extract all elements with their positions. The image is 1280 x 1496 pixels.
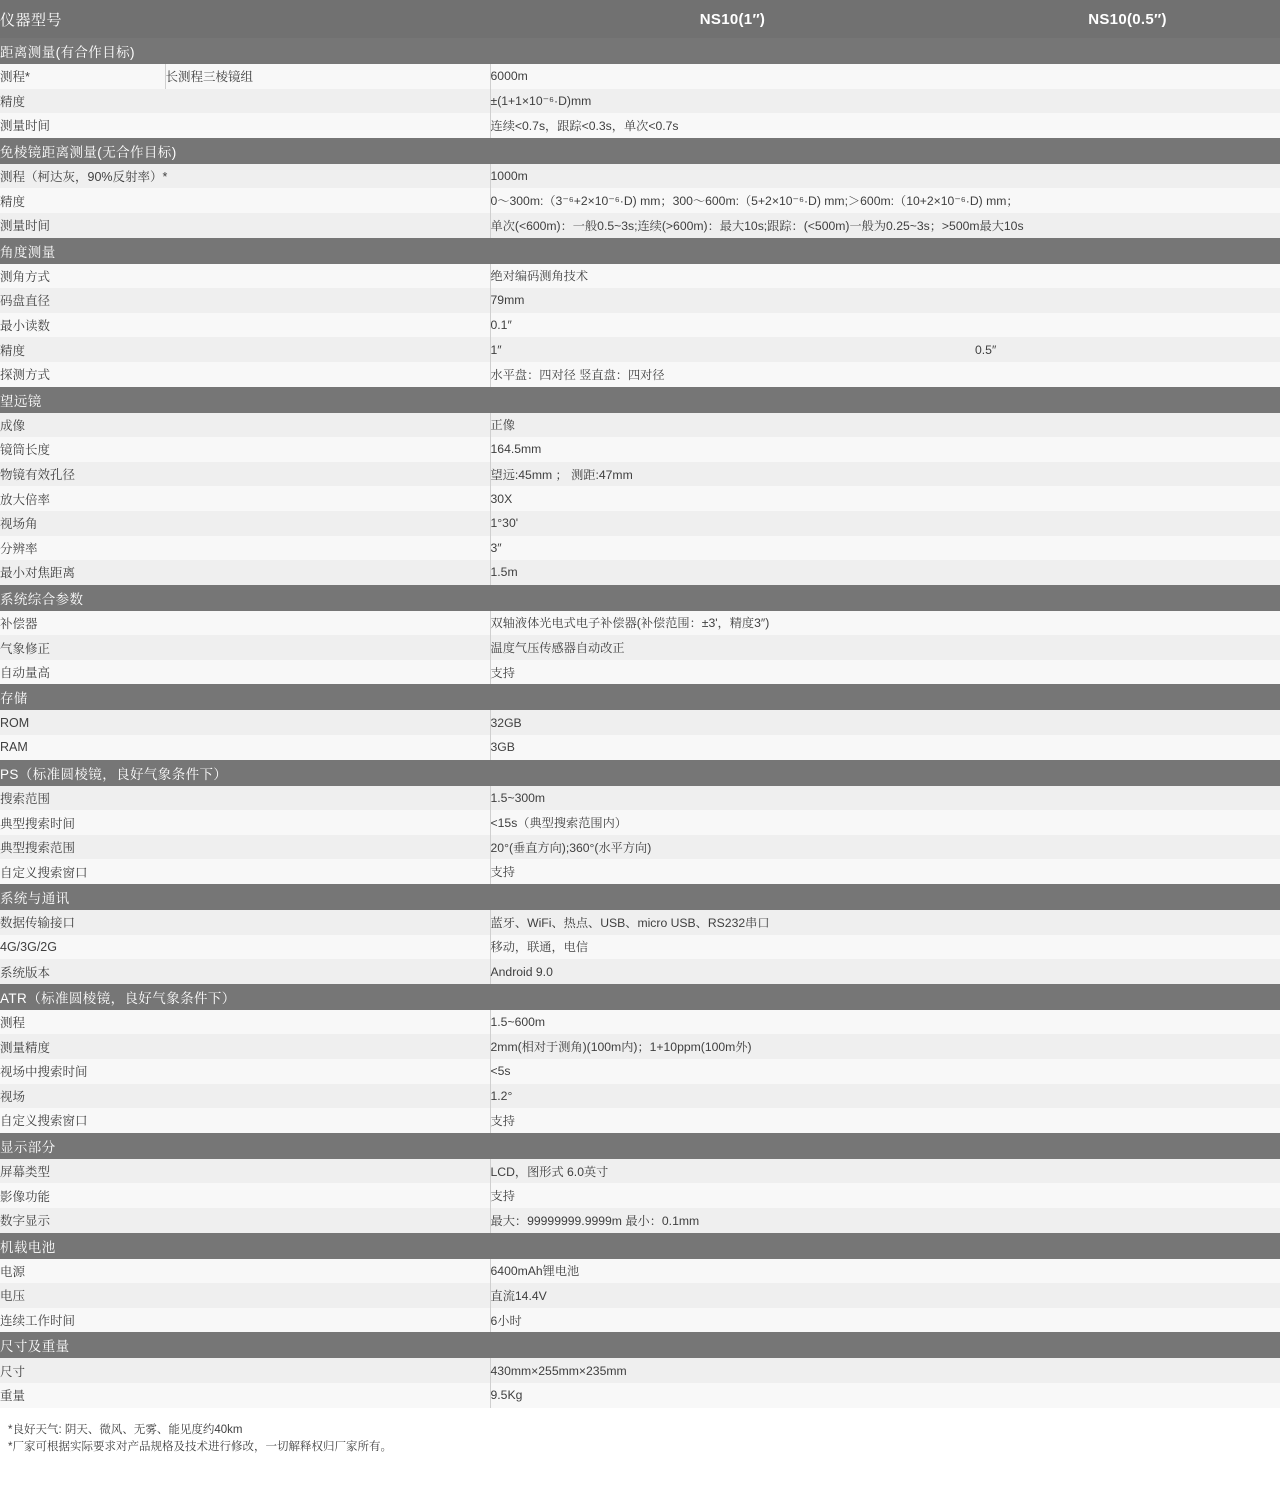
section-title: 尺寸及重量 — [0, 1332, 1280, 1358]
table-row — [0, 536, 1280, 561]
row-label: 分辨率 — [0, 536, 490, 561]
row-value-ns10-1: 蓝牙、WiFi、热点、USB、micro USB、RS232串口 — [490, 910, 1280, 935]
row-label: 最小读数 — [0, 313, 490, 338]
row-value-ns10-1: 支持 — [490, 859, 1280, 884]
row-value-ns10-1: 支持 — [490, 1108, 1280, 1133]
table-row — [0, 959, 1280, 984]
table-row — [0, 660, 1280, 685]
row-label: 测程 — [0, 1010, 490, 1035]
table-row — [0, 288, 1280, 313]
row-label: 放大倍率 — [0, 486, 490, 511]
row-value-ns10-1: 1000m — [490, 164, 1280, 189]
row-value-ns10-1: 430mm×255mm×235mm — [490, 1358, 1280, 1383]
section-header-row — [0, 760, 1280, 786]
section-header-row — [0, 387, 1280, 413]
row-value-ns10-05: 0.5″ — [975, 337, 1280, 362]
table-row — [0, 935, 1280, 960]
section-header-row — [0, 138, 1280, 164]
table-row — [0, 213, 1280, 238]
row-value-ns10-1: 温度气压传感器自动改正 — [490, 635, 1280, 660]
header-model-label: 仪器型号 — [0, 0, 490, 38]
table-row — [0, 1259, 1280, 1284]
row-value-ns10-1: 支持 — [490, 1183, 1280, 1208]
row-value-ns10-1: <5s — [490, 1059, 1280, 1084]
row-label: 典型搜索时间 — [0, 810, 490, 835]
row-value-ns10-1: 32GB — [490, 710, 1280, 735]
row-label: 连续工作时间 — [0, 1308, 490, 1333]
row-value-ns10-1: 望远:45mm ； 测距:47mm — [490, 462, 1280, 487]
row-label: 测量时间 — [0, 113, 490, 138]
row-value-ns10-1: <15s（典型搜索范围内） — [490, 810, 1280, 835]
section-header-row — [0, 984, 1280, 1010]
row-label: ROM — [0, 710, 490, 735]
row-value-ns10-1: 1°30' — [490, 511, 1280, 536]
section-title: 距离测量(有合作目标) — [0, 38, 1280, 64]
row-label: 典型搜索范围 — [0, 835, 490, 860]
row-value-ns10-1: 直流14.4V — [490, 1283, 1280, 1308]
section-header-row — [0, 884, 1280, 910]
table-row — [0, 786, 1280, 811]
section-title: 角度测量 — [0, 238, 1280, 264]
row-label: 补偿器 — [0, 611, 490, 636]
table-row — [0, 635, 1280, 660]
row-label: 测角方式 — [0, 264, 490, 289]
table-row — [0, 188, 1280, 213]
table-row — [0, 1358, 1280, 1383]
row-label: 自定义搜索窗口 — [0, 1108, 490, 1133]
table-row — [0, 859, 1280, 884]
header-column-ns10-05: NS10(0.5″) — [975, 0, 1280, 38]
row-label: 测量精度 — [0, 1034, 490, 1059]
section-title: 机载电池 — [0, 1233, 1280, 1259]
row-value-ns10-1: 9.5Kg — [490, 1383, 1280, 1408]
section-title: 系统综合参数 — [0, 585, 1280, 611]
table-row — [0, 835, 1280, 860]
row-label: 系统版本 — [0, 959, 490, 984]
row-value-ns10-1: 绝对编码测角技术 — [490, 264, 1280, 289]
row-value-ns10-1: 3″ — [490, 536, 1280, 561]
row-value-ns10-1: 水平盘：四对径 竖直盘：四对径 — [490, 362, 1280, 387]
section-title: ATR（标准圆棱镜，良好气象条件下） — [0, 984, 1280, 1010]
table-row — [0, 1159, 1280, 1184]
table-row — [0, 264, 1280, 289]
section-header-row — [0, 1332, 1280, 1358]
table-header-row — [0, 0, 1280, 38]
table-row — [0, 113, 1280, 138]
row-value-ns10-1: 3GB — [490, 735, 1280, 760]
table-row — [0, 64, 1280, 89]
row-value-ns10-1: 6小时 — [490, 1308, 1280, 1333]
table-row — [0, 1034, 1280, 1059]
row-value-ns10-1: 1″ — [490, 337, 975, 362]
row-value-ns10-1: 正像 — [490, 413, 1280, 438]
footnotes — [0, 1408, 1280, 1466]
table-row — [0, 362, 1280, 387]
row-value-ns10-1: 支持 — [490, 660, 1280, 685]
row-label: 自定义搜索窗口 — [0, 859, 490, 884]
table-row — [0, 313, 1280, 338]
row-value-ns10-1: 双轴液体光电式电子补偿器(补偿范围：±3'，精度3″) — [490, 611, 1280, 636]
header-column-ns10-1: NS10(1″) — [490, 0, 975, 38]
table-row — [0, 337, 1280, 362]
table-row — [0, 437, 1280, 462]
table-row — [0, 1059, 1280, 1084]
row-label: 电源 — [0, 1259, 490, 1284]
row-label: RAM — [0, 735, 490, 760]
row-value-ns10-1: 1.5~300m — [490, 786, 1280, 811]
table-row — [0, 486, 1280, 511]
row-label: 数据传输接口 — [0, 910, 490, 935]
table-row — [0, 710, 1280, 735]
row-value-ns10-1: 164.5mm — [490, 437, 1280, 462]
table-row — [0, 89, 1280, 114]
section-header-row — [0, 238, 1280, 264]
table-row — [0, 1383, 1280, 1408]
row-label: 视场角 — [0, 511, 490, 536]
section-title: 望远镜 — [0, 387, 1280, 413]
section-title: 系统与通讯 — [0, 884, 1280, 910]
row-value-ns10-1: 6000m — [490, 64, 975, 89]
row-value-ns10-1: 0～300m:（3⁻⁶+2×10⁻⁶·D) mm；300～600m:（5+2×10⁻⁶·D) mm;＞600m:（10+2×10⁻⁶·D) mm； — [490, 188, 1280, 213]
table-row — [0, 735, 1280, 760]
row-value-ns10-1: ±(1+1×10⁻⁶·D)mm — [490, 89, 1280, 114]
row-label: 4G/3G/2G — [0, 935, 490, 960]
row-label: 码盘直径 — [0, 288, 490, 313]
section-title: PS（标准圆棱镜，良好气象条件下） — [0, 760, 1280, 786]
table-row — [0, 511, 1280, 536]
row-label: 精度 — [0, 337, 490, 362]
row-value-ns10-1: 1.5m — [490, 560, 1280, 585]
row-label: 最小对焦距离 — [0, 560, 490, 585]
table-row — [0, 1208, 1280, 1233]
footnote-line: *厂家可根据实际要求对产品规格及技术进行修改，一切解释权归厂家所有。 — [8, 1441, 392, 1454]
row-value-ns10-1: 移动，联通，电信 — [490, 935, 1280, 960]
row-label: 影像功能 — [0, 1183, 490, 1208]
table-row — [0, 1108, 1280, 1133]
row-label: 自动量高 — [0, 660, 490, 685]
row-value-ns10-05 — [975, 64, 1280, 89]
row-sublabel: 长测程三棱镜组 — [165, 64, 490, 89]
table-row — [0, 413, 1280, 438]
row-label: 尺寸 — [0, 1358, 490, 1383]
row-value-ns10-1: 6400mAh锂电池 — [490, 1259, 1280, 1284]
table-row — [0, 164, 1280, 189]
row-label: 气象修正 — [0, 635, 490, 660]
row-value-ns10-1: Android 9.0 — [490, 959, 1280, 984]
row-value-ns10-1: 20°(垂直方向);360°(水平方向) — [490, 835, 1280, 860]
row-label: 搜索范围 — [0, 786, 490, 811]
table-row — [0, 1308, 1280, 1333]
table-row — [0, 560, 1280, 585]
section-header-row — [0, 1233, 1280, 1259]
table-row — [0, 910, 1280, 935]
section-title: 显示部分 — [0, 1133, 1280, 1159]
section-title: 存储 — [0, 684, 1280, 710]
row-label: 重量 — [0, 1383, 490, 1408]
section-title: 免棱镜距离测量(无合作目标) — [0, 138, 1280, 164]
row-label: 成像 — [0, 413, 490, 438]
table-row — [0, 810, 1280, 835]
row-label: 精度 — [0, 188, 490, 213]
footnote-line: *良好天气: 阴天、微风、无雾、能见度约40km — [8, 1423, 243, 1436]
row-label: 测程（柯达灰，90%反射率）* — [0, 164, 490, 189]
section-header-row — [0, 38, 1280, 64]
table-row — [0, 1183, 1280, 1208]
row-label: 镜筒长度 — [0, 437, 490, 462]
row-value-ns10-1: 2mm(相对于测角)(100m内)；1+10ppm(100m外) — [490, 1034, 1280, 1059]
row-value-ns10-1: 最大：99999999.9999m 最小：0.1mm — [490, 1208, 1280, 1233]
row-value-ns10-1: 1.5~600m — [490, 1010, 1280, 1035]
table-row — [0, 462, 1280, 487]
table-row — [0, 611, 1280, 636]
section-header-row — [0, 1133, 1280, 1159]
row-label: 屏幕类型 — [0, 1159, 490, 1184]
row-value-ns10-1: 1.2° — [490, 1084, 1280, 1109]
row-label: 精度 — [0, 89, 490, 114]
row-label: 测量时间 — [0, 213, 490, 238]
row-label: 数字显示 — [0, 1208, 490, 1233]
row-label: 视场 — [0, 1084, 490, 1109]
section-header-row — [0, 684, 1280, 710]
row-label: 探测方式 — [0, 362, 490, 387]
row-label: 视场中搜索时间 — [0, 1059, 490, 1084]
row-label: 测程* — [0, 64, 165, 89]
section-header-row — [0, 585, 1280, 611]
row-value-ns10-1: 0.1″ — [490, 313, 1280, 338]
table-row — [0, 1283, 1280, 1308]
row-value-ns10-1: 连续<0.7s，跟踪<0.3s，单次<0.7s — [490, 113, 1280, 138]
row-value-ns10-1: 30X — [490, 486, 1280, 511]
table-row — [0, 1084, 1280, 1109]
row-value-ns10-1: 79mm — [490, 288, 1280, 313]
row-value-ns10-1: 单次(<600m)：一般0.5~3s;连续(>600m)：最大10s;跟踪：(<500m)一般为0.25~3s；>500m最大10s — [490, 213, 1280, 238]
table-row — [0, 1010, 1280, 1035]
row-label: 电压 — [0, 1283, 490, 1308]
row-label: 物镜有效孔径 — [0, 462, 490, 487]
row-value-ns10-1: LCD，图形式 6.0英寸 — [490, 1159, 1280, 1184]
